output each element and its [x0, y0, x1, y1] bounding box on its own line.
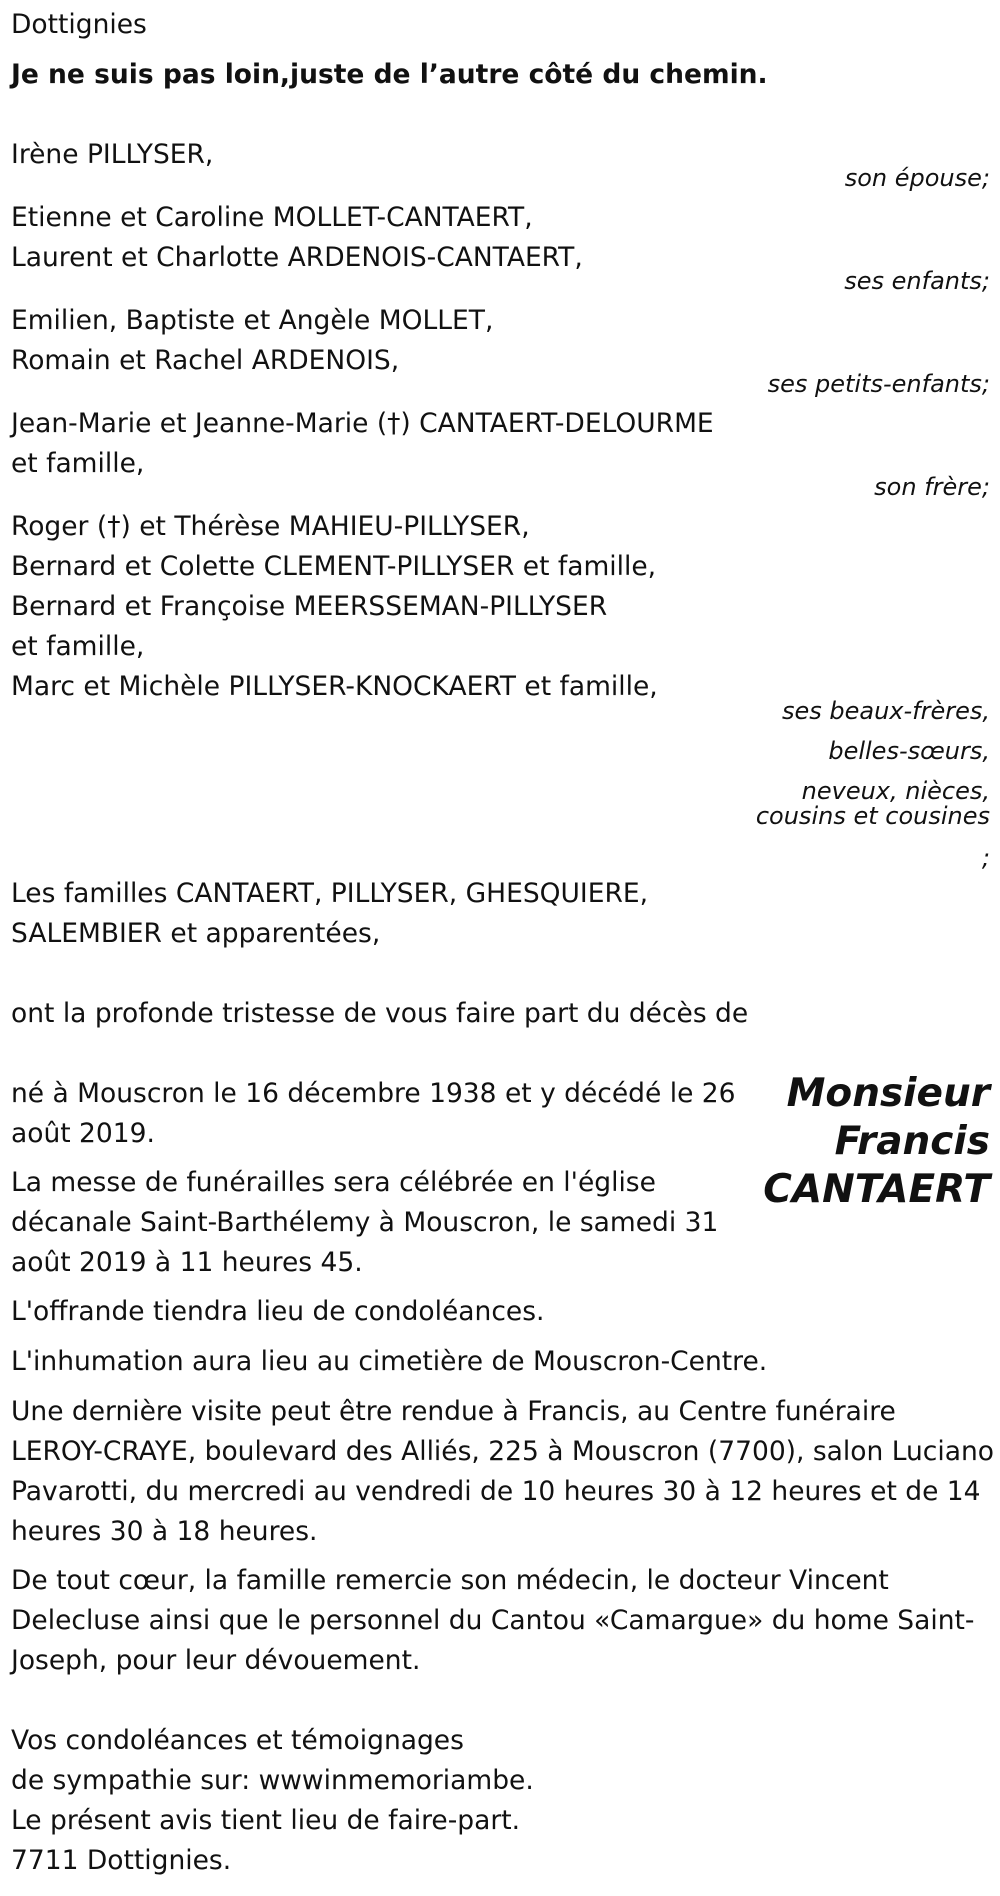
funeral-mass-line: août 2019 à 11 heures 45. — [11, 1247, 363, 1278]
place-heading: Dottignies — [11, 9, 147, 40]
family-line: Les familles CANTAERT, PILLYSER, GHESQUIERE, — [11, 878, 649, 909]
visit-line: heures 30 à 18 heures. — [11, 1516, 318, 1547]
relation-label: ses enfants; — [844, 267, 990, 295]
family-line: SALEMBIER et apparentées, — [11, 918, 381, 949]
family-line: Irène PILLYSER, — [11, 139, 214, 170]
family-line: Bernard et Françoise MEERSSEMAN-PILLYSER — [11, 591, 608, 622]
family-line: Jean-Marie et Jeanne-Marie (†) CANTAERT-DELOURME — [11, 408, 714, 439]
family-line: Romain et Rachel ARDENOIS, — [11, 345, 400, 376]
birth-death-line: né à Mouscron le 16 décembre 1938 et y décédé le 26 — [11, 1078, 736, 1109]
quote: Je ne suis pas loin,juste de l’autre côté du chemin. — [11, 59, 768, 90]
funeral-mass-line: décanale Saint-Barthélemy à Mouscron, le samedi 31 — [11, 1207, 719, 1238]
family-line: et famille, — [11, 448, 145, 479]
deceased-name — [763, 1070, 990, 1214]
thanks-line: De tout cœur, la famille remercie son médecin, le docteur Vincent — [11, 1565, 889, 1596]
visit-line: Une dernière visite peut être rendue à Francis, au Centre funéraire — [11, 1396, 896, 1427]
birth-death-line: août 2019. — [11, 1118, 155, 1149]
footer-line: Le présent avis tient lieu de faire-part. — [11, 1805, 521, 1836]
deceased-first-name: Francis — [834, 1119, 990, 1164]
visit-line: Pavarotti, du mercredi au vendredi de 10 heures 30 à 12 heures et de 14 — [11, 1476, 981, 1507]
family-line: Emilien, Baptiste et Angèle MOLLET, — [11, 305, 494, 336]
family-line: Etienne et Caroline MOLLET-CANTAERT, — [11, 202, 533, 233]
relation-label: ses beaux-frères, — [781, 697, 990, 725]
thanks-line: Joseph, pour leur dévouement. — [11, 1645, 421, 1676]
visit-line: LEROY-CRAYE, boulevard des Alliés, 225 à Mouscron (7700), salon Luciano — [11, 1436, 994, 1467]
relation-label: son frère; — [874, 473, 990, 501]
relation-label: neveux, nièces, — [801, 777, 990, 805]
relation-label: son épouse; — [844, 164, 990, 192]
deceased-title: Monsieur — [786, 1071, 990, 1116]
footer-line: 7711 Dottignies. — [11, 1845, 232, 1876]
family-line: Laurent et Charlotte ARDENOIS-CANTAERT, — [11, 242, 583, 273]
offering-note: L'offrande tiendra lieu de condoléances. — [11, 1296, 545, 1327]
thanks-line: Delecluse ainsi que le personnel du Cantou «Camargue» du home Saint- — [11, 1605, 975, 1636]
family-line: Marc et Michèle PILLYSER-KNOCKAERT et famille, — [11, 671, 658, 702]
relation-label: cousins et cousines — [755, 802, 990, 830]
relation-label: belles-sœurs, — [828, 737, 990, 765]
family-line: Roger (†) et Thérèse MAHIEU-PILLYSER, — [11, 511, 530, 542]
funeral-mass-line: La messe de funérailles sera célébrée en l'église — [11, 1167, 656, 1198]
family-line: et famille, — [11, 631, 145, 662]
family-line: Bernard et Colette CLEMENT-PILLYSER et famille, — [11, 551, 657, 582]
footer-line: de sympathie sur: wwwinmemoriambe. — [11, 1765, 534, 1796]
announcement: ont la profonde tristesse de vous faire part du décès de — [11, 998, 749, 1029]
deceased-last-name: CANTAERT — [763, 1167, 990, 1212]
footer-line: Vos condoléances et témoignages — [11, 1725, 464, 1756]
relation-label: ses petits-enfants; — [767, 370, 990, 398]
relation-label: ; — [981, 844, 990, 872]
burial-note: L'inhumation aura lieu au cimetière de Mouscron-Centre. — [11, 1346, 768, 1377]
